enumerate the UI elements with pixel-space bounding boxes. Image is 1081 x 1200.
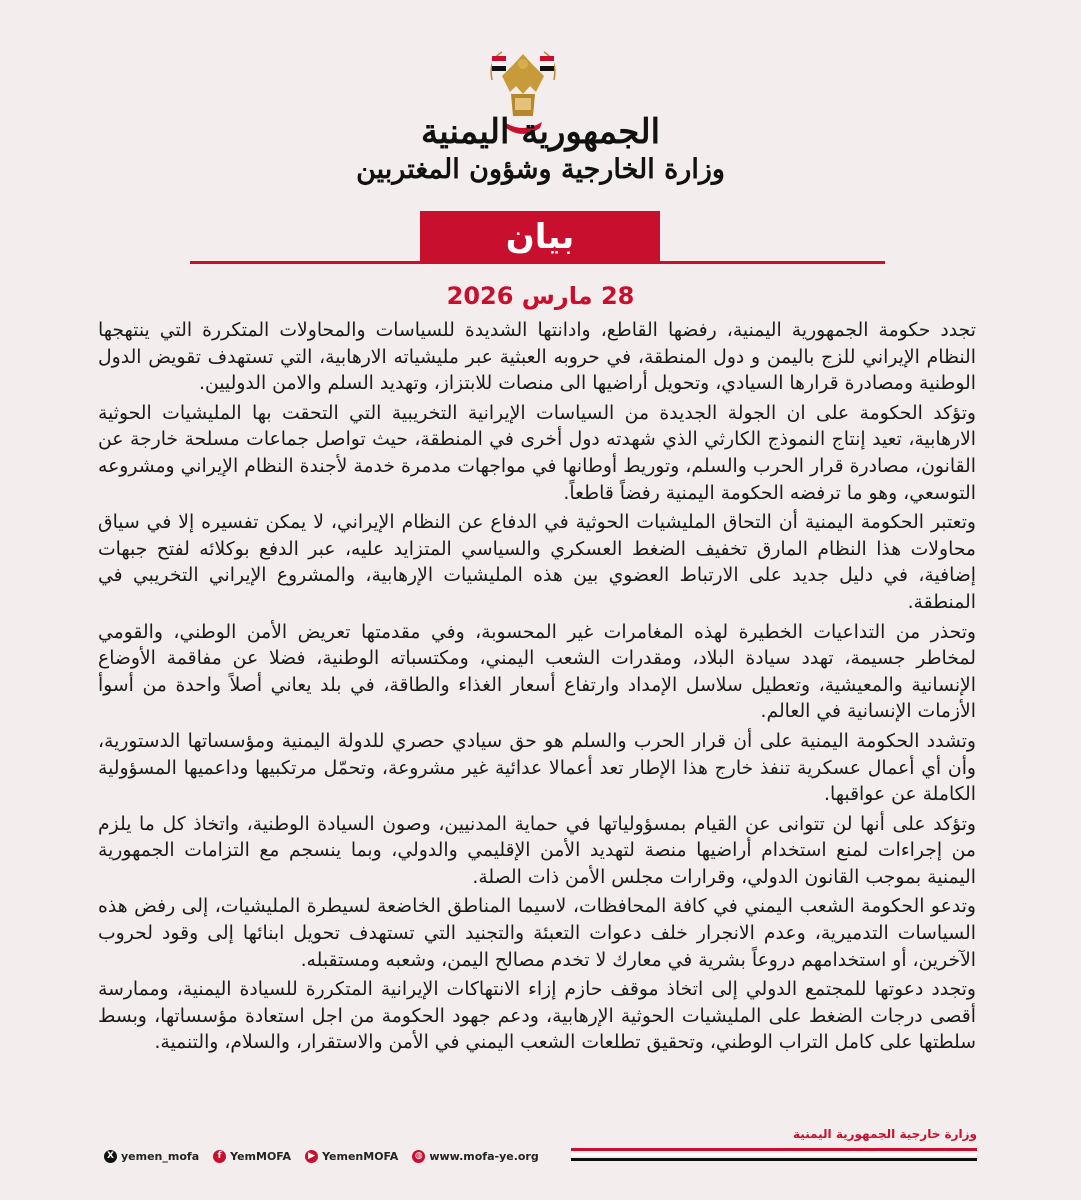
facebook-link[interactable] <box>213 1150 291 1163</box>
paragraph: وتدعو الحكومة الشعب اليمني في كافة المحافظات، لاسيما المناطق الخاضعة لسيطرة المليشيات، إلى رفض هذه السياسات التدميرية، وعدم الانجرار خلف دعوات التعبئة والتجنيد التي تستهدف تحويل ابنائها إلى وقود لحروب الآخرين، أو استخدامهم دروعاً بشرية في معارك لا تخدم مصالح اليمن، وشعبه ومستقبله. <box>98 896 976 971</box>
website-url: www.mofa-ye.org <box>429 1150 539 1163</box>
globe-icon: ◍ <box>412 1150 425 1163</box>
x-link[interactable] <box>104 1150 199 1163</box>
statement-body <box>98 318 976 1060</box>
footer-ministry-label: وزارة خارجية الجمهورية اليمنية <box>793 1127 977 1141</box>
facebook-handle: YemMOFA <box>230 1150 292 1163</box>
footer-rule-red <box>571 1148 977 1151</box>
footer-rule-white <box>571 1153 977 1156</box>
country-header: الجمهورية اليمنية <box>420 112 661 152</box>
ministry-header: وزارة الخارجية وشؤون المغتربين <box>356 154 725 185</box>
youtube-icon: ▶ <box>305 1150 318 1163</box>
x-icon: X <box>104 1150 117 1163</box>
footer-rule-black <box>571 1158 977 1161</box>
paragraph: وتحذر من التداعيات الخطيرة لهذه المغامرات غير المحسوبة، وفي مقدمتها تعريض الأمن الوطني، والقومي لمخاطر جسيمة، تهدد سيادة البلاد، ومقدرات الشعب اليمني، ومكتسباته الوطنية، فضلا عن مفاقمة الأوضاع الإنسانية والمعيشية، وتعطيل سلاسل الإمداد وارتفاع أسعار الغذاء والطاقة، في بلد يعاني أصلاً واحدة من أسوأ الأزمات الإنسانية في العالم. <box>98 621 976 723</box>
statement-date: 28 مارس 2026 <box>446 282 635 310</box>
paragraph: وتؤكد على أنها لن تتوانى عن القيام بمسؤولياتها في حماية المدنيين، وصون السيادة الوطنية، واتخاذ كل ما يلزم من إجراءات لمنع استخدام أراضيها منصة لتهديد الأمن الإقليمي والدولي، وبما ينسجم مع التزامات الجمهورية اليمنية بموجب القانون الدولي، وقرارات مجلس الأمن ذات الصلة. <box>98 813 976 888</box>
statement-title: بيان <box>420 211 660 263</box>
statement-title-banner <box>190 211 885 271</box>
footer-flag-rule <box>571 1148 977 1163</box>
x-handle: yemen_mofa <box>121 1150 200 1163</box>
website-link[interactable] <box>412 1150 538 1163</box>
paragraph: تجدد حكومة الجمهورية اليمنية، رفضها القاطع، وادانتها الشديدة للسياسات والمحاولات المتكررة التي ينتهجها النظام الإيراني للزج باليمن و دول المنطقة، في حروبه العبثية عبر مليشياته الارهابية، التي تستهدف تقويض الدول الوطنية ومصادرة قرارها السيادي، وتحويل أراضيها الى منصات للابتزاز، وتهديد السلم والامن الدوليين. <box>98 320 976 395</box>
paragraph: وتؤكد الحكومة على ان الجولة الجديدة من السياسات الإيرانية التخريبية التي التحقت بها المليشيات الحوثية الارهابية، تعيد إنتاج النموذج الكارثي الذي شهدته دول أخرى في المنطقة، حيث تواصل جماعات مسلحة خارجة عن القانون، مصادرة قرار الحرب والسلم، وتوريط أوطانها في مواجهات مدمرة خدمة لأجندة النظام الإيراني ومشروعه التوسعي، وهو ما ترفضه الحكومة اليمنية رفضاً قاطعاً. <box>98 402 976 504</box>
paragraph: وتجدد دعوتها للمجتمع الدولي إلى اتخاذ موقف حازم إزاء الانتهاكات الإيرانية المتكررة للسيادة اليمنية، وممارسة أقصى درجات الضغط على المليشيات الحوثية الإرهابية، ودعم جهود الحكومة من اجل استعادة مؤسساتها، وبسط سلطتها على كامل التراب الوطني، وتحقيق تطلعات الشعب اليمني في الأمن والاستقرار، والسلام، والتنمية. <box>98 979 976 1054</box>
paragraph: وتشدد الحكومة اليمنية على أن قرار الحرب والسلم هو حق سيادي حصري للدولة اليمنية ومؤسساتها الدستورية، وأن أي أعمال عسكرية تنفذ خارج هذا الإطار تعد أعمالا عدائية غير مشروعة، وتحمّل مرتكبيها وداعميها المسؤولية الكاملة عن عواقبها. <box>98 730 976 806</box>
facebook-icon: f <box>213 1150 226 1163</box>
paragraph: وتعتبر الحكومة اليمنية أن التحاق المليشيات الحوثية في الدفاع عن النظام الإيراني، لا يمكن تفسيره إلا في سياق محاولات هذا النظام المارق تخفيف الضغط العسكري والسياسي المتزايد عليه، عبر الدفع بوكلائه لفتح جبهات إضافية، في دليل جديد على الارتباط العضوي بين هذه المليشيات الإرهابية، والمشروع الإيراني التخريبي في المنطقة. <box>98 512 976 613</box>
youtube-link[interactable] <box>305 1150 398 1163</box>
youtube-handle: YemenMOFA <box>322 1150 399 1163</box>
social-links <box>104 1150 539 1163</box>
